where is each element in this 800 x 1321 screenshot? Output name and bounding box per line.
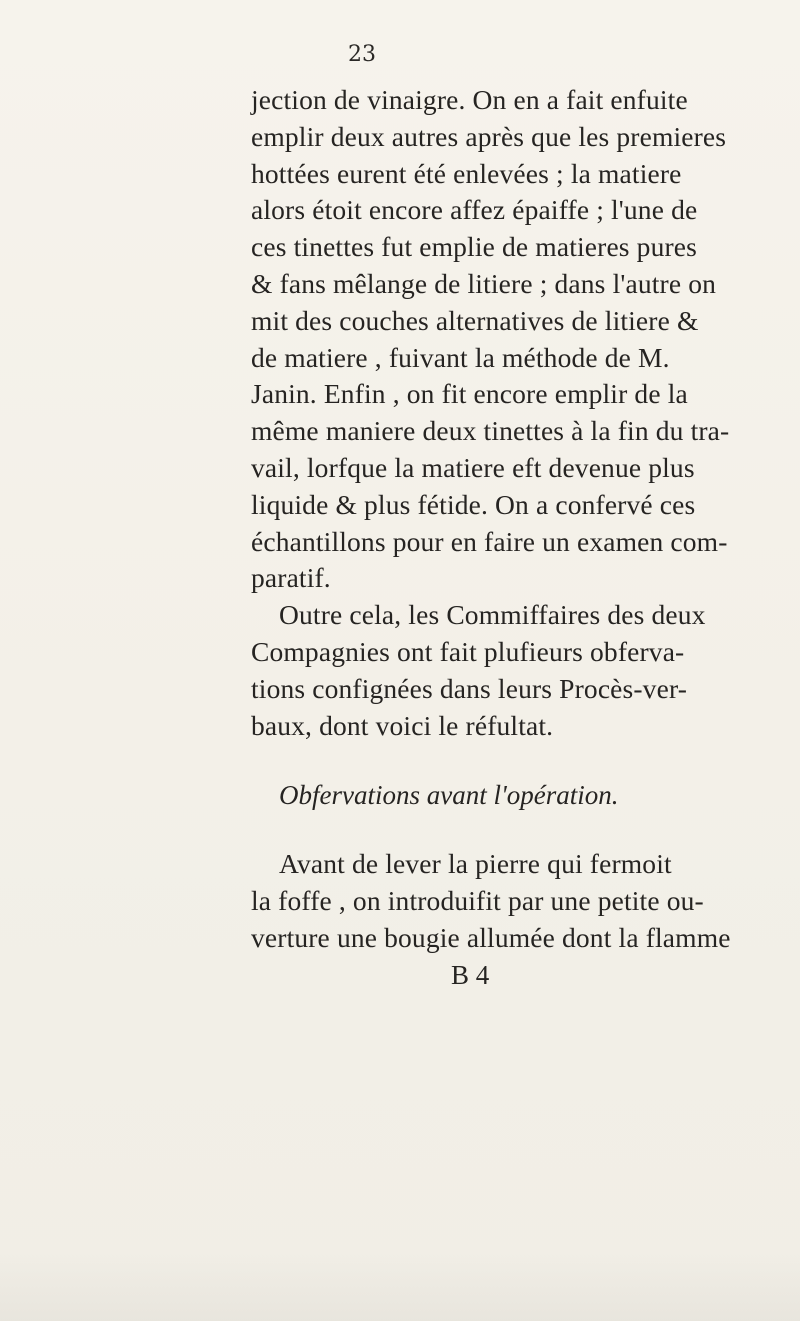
text-line: de matiere , fuivant la méthode de M. — [251, 341, 670, 373]
section-heading: Obfervations avant l'opération. — [279, 780, 619, 811]
text-line: paratif. — [251, 562, 331, 594]
text-line: emplir deux autres après que les premieres — [251, 120, 727, 152]
text-line: Janin. Enfin , on fit encore emplir de la — [251, 378, 688, 410]
text-line: liquide & plus fétide. On a confervé ces — [251, 488, 696, 520]
page-number: 23 — [348, 42, 376, 67]
text-line: même maniere deux tinettes à la fin du tra- — [251, 415, 730, 447]
paragraph-line: Compagnies ont fait plufieurs obferva- — [251, 635, 685, 667]
text-line: vail, lorfque la matiere eft devenue plus — [251, 451, 695, 483]
text-line: alors étoit encore affez épaiffe ; l'une de — [251, 194, 698, 226]
paragraph-line: la foffe , on introduifit par une petite ou- — [251, 885, 704, 917]
paragraph-line: verture une bougie allumée dont la flamme — [251, 921, 731, 953]
text-line: mit des couches alternatives de litiere & — [251, 304, 699, 336]
paragraph-line: Outre cela, les Commiffaires des deux — [279, 599, 706, 631]
page-bottom-shadow — [0, 1250, 800, 1321]
body-text — [251, 82, 731, 993]
paragraph-line: Avant de lever la pierre qui fermoit — [279, 848, 672, 880]
text-line: hottées eurent été enlevées ; la matiere — [251, 157, 682, 189]
paragraph-line: baux, dont voici le réfultat. — [251, 709, 554, 741]
text-line: échantillons pour en faire un examen com- — [251, 525, 728, 557]
text-line: & fans mêlange de litiere ; dans l'autre on — [251, 267, 716, 299]
text-line: ces tinettes fut emplie de matieres pures — [251, 231, 697, 263]
text-line: jection de vinaigre. On en a fait enfuite — [251, 84, 688, 115]
signature-mark: B 4 — [451, 959, 490, 990]
paragraph-line: tions confignées dans leurs Procès-ver- — [251, 672, 688, 704]
